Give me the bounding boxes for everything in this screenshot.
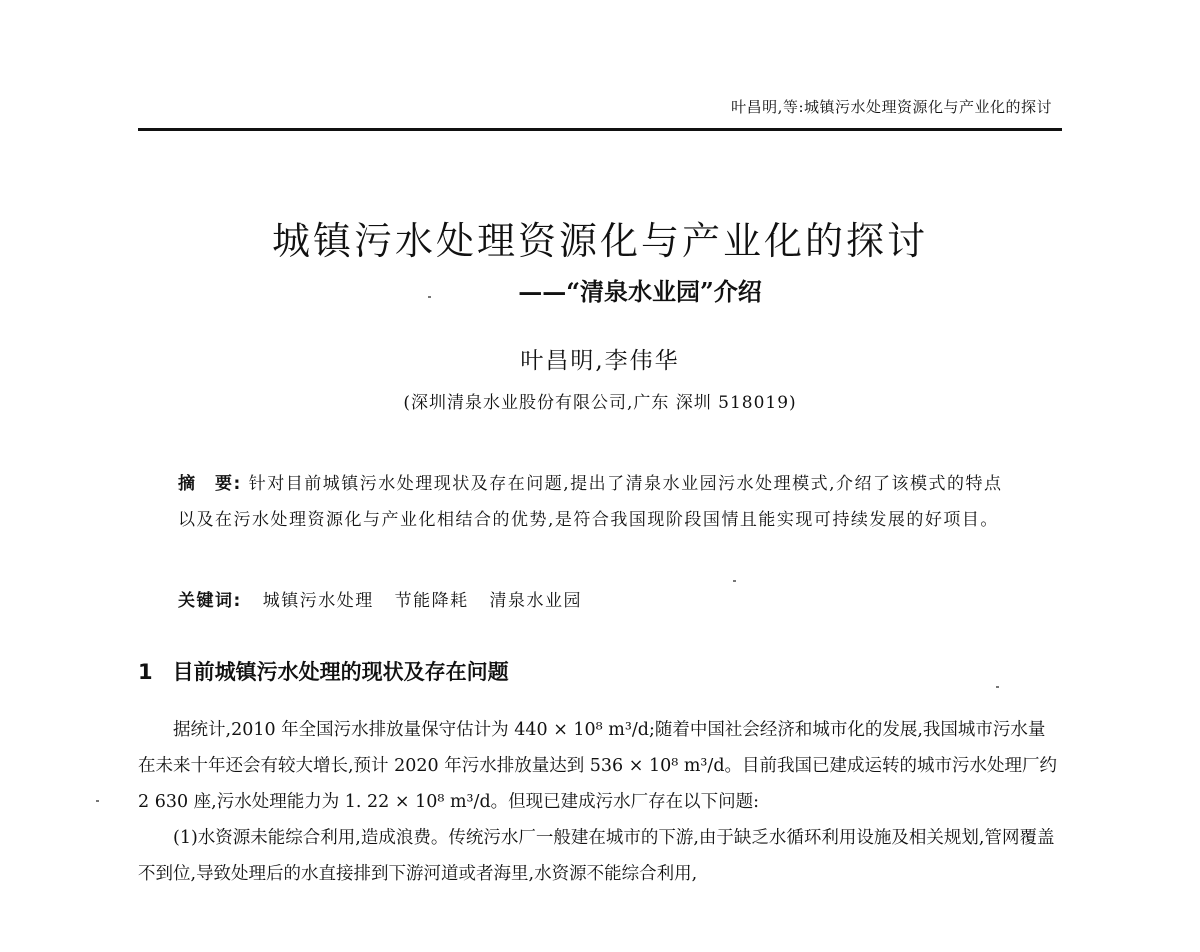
section-heading bbox=[138, 656, 509, 686]
keyword-item: 城镇污水处理 bbox=[262, 591, 374, 611]
paper-title: 城镇污水处理资源化与产业化的探讨 bbox=[271, 219, 928, 263]
keywords-label: 关键词: bbox=[178, 591, 242, 611]
keyword-item: 清泉水业园 bbox=[489, 591, 583, 611]
abstract bbox=[178, 466, 1018, 538]
section-number: 1 bbox=[138, 660, 153, 684]
paragraph: 据统计,2010 年全国污水排放量保守估计为 440 × 10⁸ m³/d;随着中国社会经济和城市化的发展,我国城市污水量在未来十年还会有较大增长,预计 2020 年污水排放量达到 536 × 10⁸ m³/d。目前我国已建成运转的城市污水处理厂约 2 630 座,污水处理能力为 1. 22 × 10⁸ m³/d。但现已建成污水厂存在以下问题: bbox=[138, 720, 1058, 812]
affiliation: (深圳清泉水业股份有限公司,广东 深圳 518019) bbox=[403, 393, 797, 413]
paper-subtitle: ——“清泉水业园”介绍 bbox=[518, 277, 762, 306]
abstract-text: 针对目前城镇污水处理现状及存在问题,提出了清泉水业园污水处理模式,介绍了该模式的特点以及在污水处理资源化与产业化相结合的优势,是符合我国现阶段国情且能实现可持续发展的好项目。 bbox=[178, 474, 1003, 530]
authors: 叶昌明,李伟华 bbox=[520, 348, 680, 374]
paragraph: (1)水资源未能综合利用,造成浪费。传统污水厂一般建在城市的下游,由于缺乏水循环利用设施及相关规划,管网覆盖不到位,导致处理后的水直接排到下游河道或者海里,水资源不能综合利用, bbox=[138, 828, 1055, 884]
header-rule bbox=[138, 128, 1062, 131]
scan-speck bbox=[96, 800, 99, 802]
keyword-item: 节能降耗 bbox=[394, 591, 469, 611]
section-title: 目前城镇污水处理的现状及存在问题 bbox=[172, 660, 509, 684]
scan-speck bbox=[733, 580, 736, 582]
scan-speck bbox=[996, 686, 999, 688]
body-text bbox=[138, 712, 1062, 892]
abstract-label: 摘 要: bbox=[178, 474, 242, 494]
running-header: 叶昌明,等:城镇污水处理资源化与产业化的探讨 bbox=[731, 98, 1052, 116]
keywords bbox=[178, 586, 582, 611]
scan-speck bbox=[428, 296, 431, 298]
